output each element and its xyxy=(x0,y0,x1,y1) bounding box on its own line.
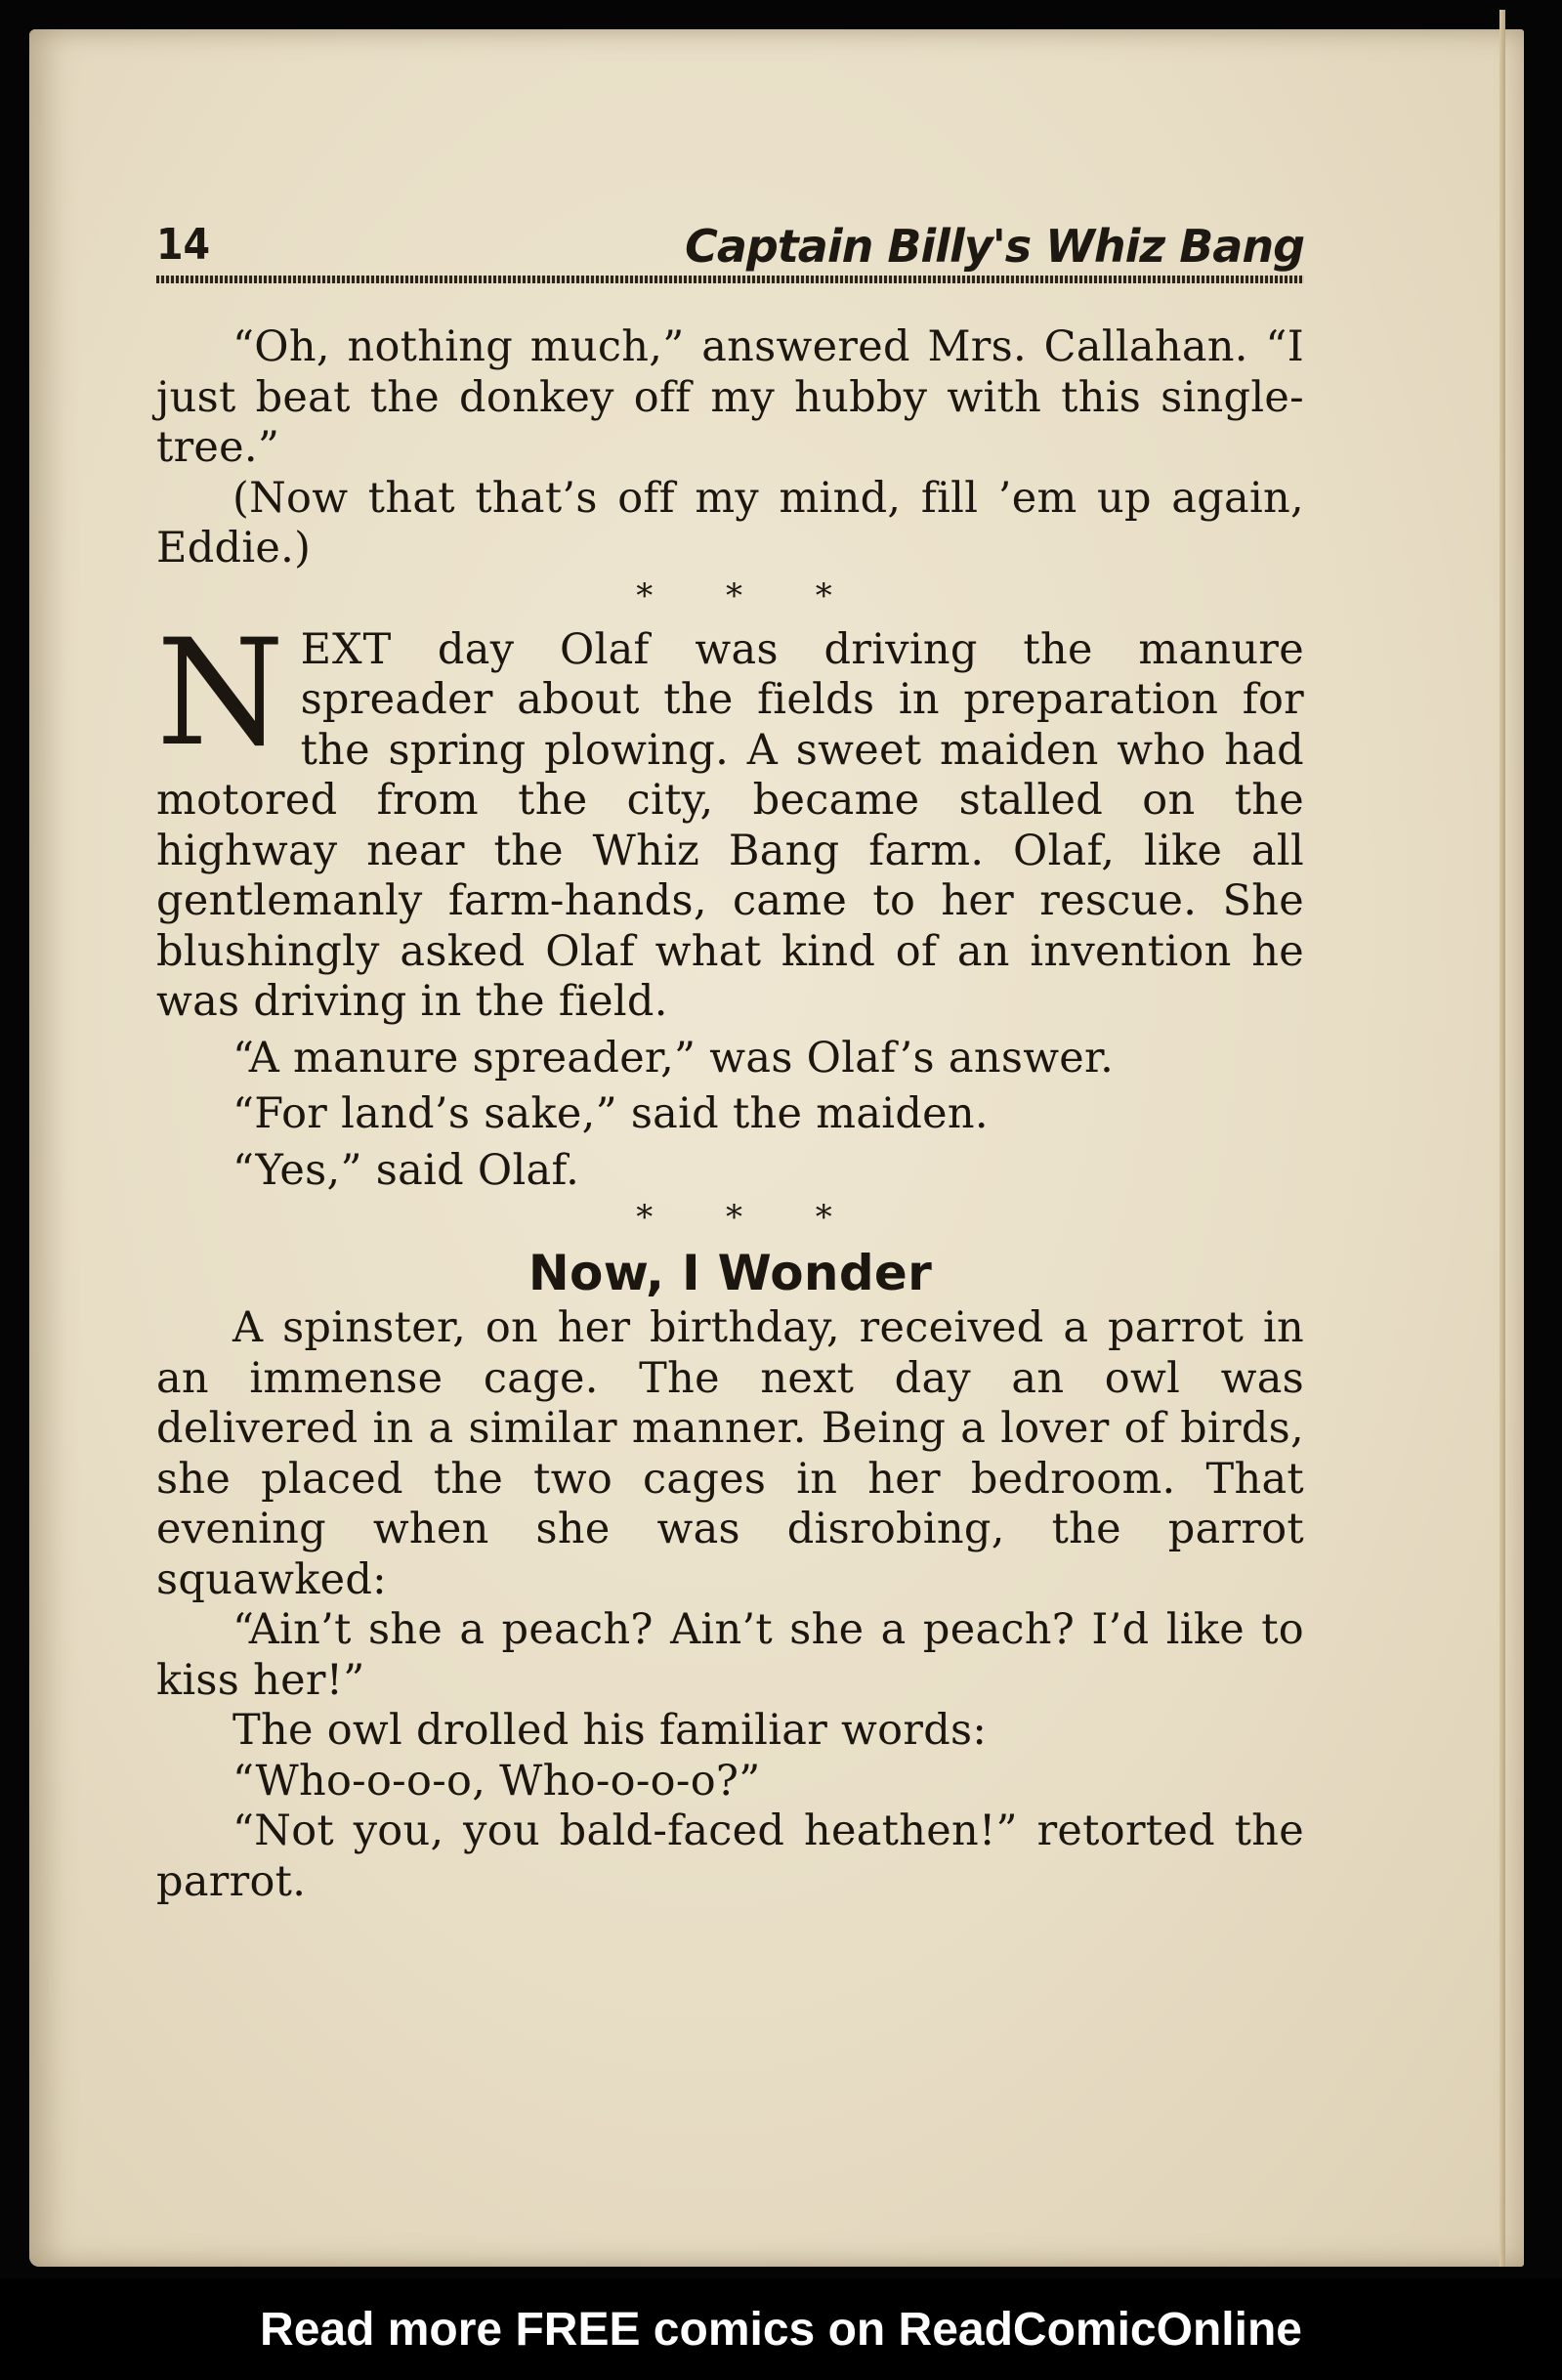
page-number: 14 xyxy=(156,220,211,270)
paragraph-parrot: “Ain’t she a peach? Ain’t she a peach? I’d like to kiss her!” xyxy=(156,1605,1304,1705)
promo-text: Read more FREE comics on ReadComicOnline xyxy=(260,2303,1302,2356)
paragraph-olaf-text: day Olaf was driving the manure spreader about the fields in preparation for the spring plowing. A sweet maiden who had motored from the city, became stalled on the highway near the Whiz Bang farm. Olaf, like all gentlemanly farm-hands, came to her rescue. She blushingly asked Olaf what kind of an invention he was driving in the field. xyxy=(156,624,1304,1026)
paragraph-callahan: “Oh, nothing much,” answered Mrs. Callahan. “I just beat the donkey off my hubby with this single-tree.” xyxy=(156,322,1304,472)
first-word: EXT xyxy=(300,624,393,674)
paragraph-who: “Who-o-o-o, Who-o-o-o?” xyxy=(232,1756,761,1806)
paragraph-spinster: A spinster, on her birthday, received a parrot in an immense cage. The next day an owl was delivered in a similar manner. Being a lover of birds, she placed the two cages in her bedroom. That evening when she was disrobing, the parrot squawked: xyxy=(156,1303,1304,1604)
separator-stars: * * * xyxy=(636,575,864,616)
paragraph-yes: “Yes,” said Olaf. xyxy=(232,1145,580,1195)
promo-banner xyxy=(0,2278,1562,2380)
page-header xyxy=(156,220,1304,278)
paragraph-answer: “A manure spreader,” was Olaf’s answer. xyxy=(232,1033,1115,1083)
paragraph-owl: The owl drolled his familiar words: xyxy=(232,1706,988,1755)
paragraph-maiden: “For land’s sake,” said the maiden. xyxy=(232,1089,989,1138)
separator-stars-2: * * * xyxy=(636,1198,864,1237)
running-title: Captain Billy's Whiz Bang xyxy=(685,220,1304,273)
paragraph-olaf xyxy=(156,608,1304,1028)
section-title: Now, I Wonder xyxy=(528,1245,933,1301)
header-rule xyxy=(156,276,1304,283)
paragraph-eddie: (Now that that’s off my mind, fill ’em up again, Eddie.) xyxy=(156,473,1304,573)
article-body xyxy=(156,322,1304,1907)
drop-cap: N xyxy=(156,608,285,779)
page-edge xyxy=(1499,10,1505,2267)
paragraph-retort: “Not you, you bald-faced heathen!” retorted the parrot. xyxy=(156,1806,1304,1906)
